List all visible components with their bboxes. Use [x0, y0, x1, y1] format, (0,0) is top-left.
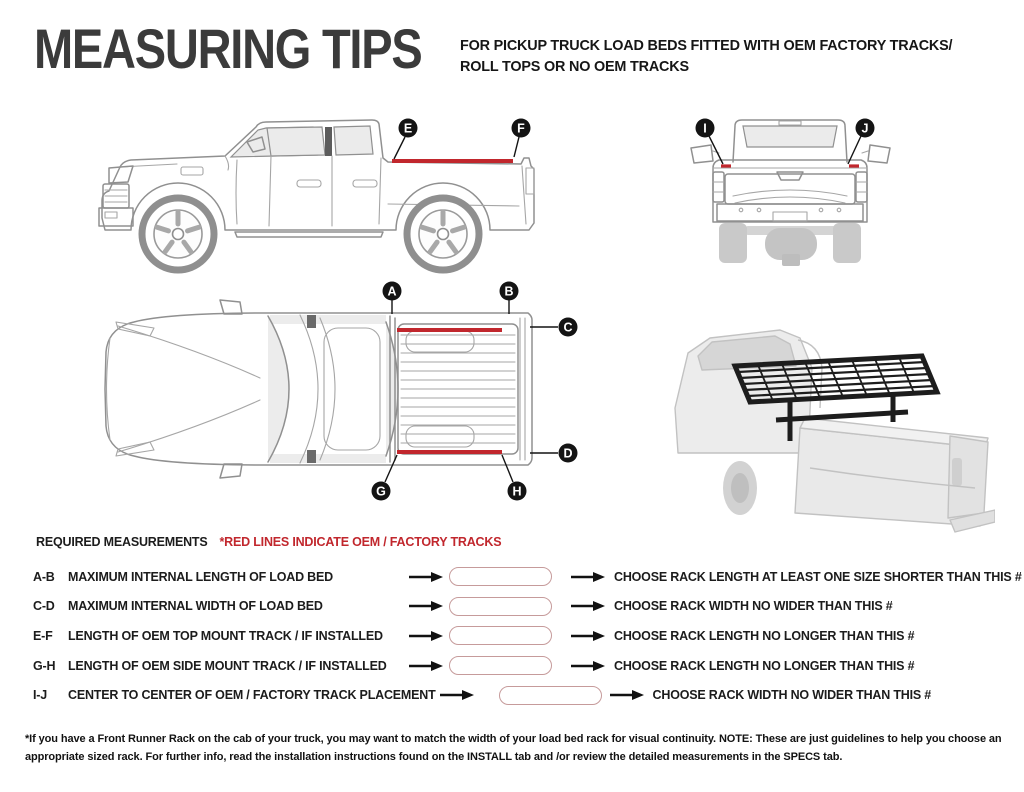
marker-D: [530, 444, 578, 463]
svg-text:B: B: [504, 284, 514, 299]
arrow-right-icon: [409, 571, 443, 583]
marker-I: [696, 119, 724, 165]
marker-E: [394, 119, 418, 160]
measurement-input-ef[interactable]: [449, 626, 552, 645]
page-subtitle: [460, 35, 952, 77]
marker-F: [512, 119, 531, 158]
measurement-input-ab[interactable]: [449, 567, 552, 586]
measurement-row-ij: [33, 680, 1022, 710]
footnote: *If you have a Front Runner Rack on the cab of your truck, you may want to match the width of your load bed rack for visual continuity. NOTE: These are just guidelines to help you choose an appropriate sized rack. For further info, read the installation instructions found on the INSTALL tab and /or review the detailed measurements in the SPECS tab.: [25, 733, 1002, 763]
measurement-code: E-F: [33, 628, 53, 643]
marker-B: [500, 282, 519, 315]
measurement-row-ef: [33, 621, 1022, 651]
truck-rear-line-art: [691, 120, 890, 266]
load-bed: [398, 318, 525, 460]
svg-text:F: F: [517, 121, 525, 136]
measurement-code: C-D: [33, 599, 55, 614]
measurement-rows: [33, 562, 1022, 710]
rack-choice-instruction: CHOOSE RACK LENGTH NO LONGER THAN THIS #: [614, 628, 915, 643]
svg-text:C: C: [563, 320, 573, 335]
red-lines-legend: *RED LINES INDICATE OEM / FACTORY TRACKS: [219, 535, 502, 549]
arrow-right-icon: [571, 600, 605, 612]
svg-text:I: I: [703, 121, 707, 136]
arrow-right-icon: [571, 660, 605, 672]
marker-A: [383, 282, 402, 315]
front-wheel: [142, 198, 214, 270]
truck-side-line-art: [99, 120, 534, 270]
rack-choice-instruction: CHOOSE RACK LENGTH AT LEAST ONE SIZE SHORTER THAN THIS #: [614, 569, 1022, 584]
arrow-right-icon: [409, 660, 443, 672]
arrow-right-icon: [610, 689, 644, 701]
page-title: MEASURING TIPS: [34, 17, 422, 80]
measurement-input-cd[interactable]: [449, 597, 552, 616]
marker-J: [848, 119, 875, 165]
subtitle-line-1: FOR PICKUP TRUCK LOAD BEDS FITTED WITH OEM FACTORY TRACKS/: [460, 37, 953, 54]
measurement-input-gh[interactable]: [449, 656, 552, 675]
truck-bed-rack-3d-figure: [650, 308, 995, 533]
marker-C: [530, 318, 578, 337]
truck-top-view-figure: [18, 278, 598, 513]
arrow-right-icon: [571, 571, 605, 583]
measurement-label: LENGTH OF OEM SIDE MOUNT TRACK / IF INSTALLED: [68, 658, 387, 673]
arrow-right-icon: [409, 600, 443, 612]
measurement-label: CENTER TO CENTER OF OEM / FACTORY TRACK PLACEMENT: [68, 688, 436, 703]
rack-choice-instruction: CHOOSE RACK WIDTH NO WIDER THAN THIS #: [614, 599, 893, 614]
measurement-code: A-B: [33, 569, 55, 584]
marker-H: [502, 455, 527, 501]
measurements-heading: [36, 535, 501, 549]
measurement-label: LENGTH OF OEM TOP MOUNT TRACK / IF INSTALLED: [68, 628, 383, 643]
required-measurements-label: REQUIRED MEASUREMENTS: [36, 535, 208, 549]
measurement-label: MAXIMUM INTERNAL LENGTH OF LOAD BED: [68, 569, 333, 584]
arrow-right-icon: [409, 630, 443, 642]
svg-text:A: A: [387, 284, 397, 299]
truck-rear-view-figure: [683, 104, 898, 282]
arrow-right-icon: [440, 689, 474, 701]
measurement-code: I-J: [33, 688, 47, 703]
measurement-code: G-H: [33, 658, 56, 673]
subtitle-line-2: ROLL TOPS OR NO OEM TRACKS: [460, 58, 689, 75]
svg-text:H: H: [512, 484, 522, 499]
svg-text:E: E: [403, 121, 413, 136]
measurement-row-ab: [33, 562, 1022, 592]
svg-text:D: D: [563, 446, 573, 461]
measurement-row-gh: [33, 651, 1022, 681]
arrow-right-icon: [571, 630, 605, 642]
svg-text:J: J: [861, 121, 869, 136]
truck-side-view-figure: [85, 104, 550, 282]
svg-text:G: G: [376, 484, 386, 499]
rack-choice-instruction: CHOOSE RACK WIDTH NO WIDER THAN THIS #: [652, 688, 932, 703]
measurement-row-cd: [33, 592, 1022, 622]
rear-wheel: [407, 198, 479, 270]
measurement-label: MAXIMUM INTERNAL WIDTH OF LOAD BED: [68, 599, 323, 614]
measurement-input-ij[interactable]: [499, 686, 602, 705]
rack-choice-instruction: CHOOSE RACK LENGTH NO LONGER THAN THIS #: [614, 658, 915, 673]
